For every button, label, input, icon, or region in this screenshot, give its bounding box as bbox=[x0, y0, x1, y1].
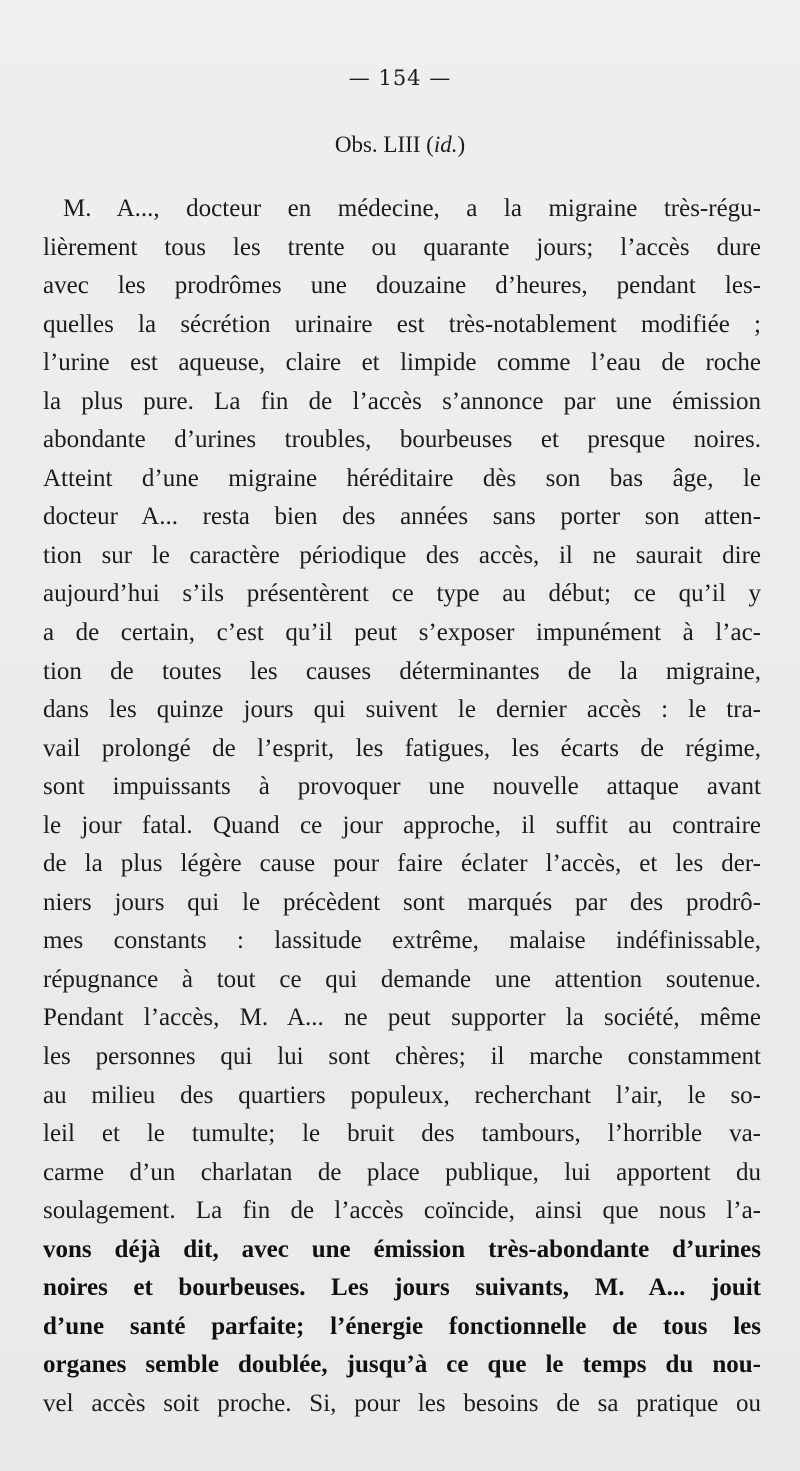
text-line: lièrement tous les trente ou quarante jours; l’accès dure bbox=[43, 233, 761, 261]
text-line: a de certain, c’est qu’il peut s’exposer impunément à l’ac- bbox=[43, 619, 761, 647]
text-line: Atteint d’une migraine héréditaire dès son bas âge, le bbox=[43, 464, 761, 492]
text-line: organes semble doublée, jusqu’à ce que le temps du nou- bbox=[43, 1351, 761, 1379]
text-line: soulagement. La fin de l’accès coïncide, ainsi que nous l’a- bbox=[43, 1197, 761, 1225]
text-line: répugnance à tout ce qui demande une attention soutenue. bbox=[43, 965, 761, 993]
text-line: la plus pure. La fin de l’accès s’annonce par une émission bbox=[43, 387, 761, 415]
text-line: docteur A... resta bien des années sans porter son atten- bbox=[43, 503, 761, 531]
text-line: aujourd’hui s’ils présentèrent ce type au début; ce qu’il y bbox=[43, 580, 761, 608]
text-line: noires et bourbeuses. Les jours suivants, M. A... jouit bbox=[43, 1274, 761, 1302]
text-line: tion de toutes les causes déterminantes de la migraine, bbox=[43, 657, 761, 685]
text-line: M. A..., docteur en médecine, a la migraine très-régu- bbox=[63, 195, 761, 222]
text-line: les personnes qui lui sont chères; il marche constamment bbox=[43, 1043, 761, 1071]
text-line: vel accès soit proche. Si, pour les besoins de sa pratique ou bbox=[43, 1389, 761, 1417]
text-line: l’urine est aqueuse, claire et limpide comme l’eau de roche bbox=[43, 349, 761, 377]
text-line: d’une santé parfaite; l’énergie fonctionnelle de tous les bbox=[43, 1312, 761, 1340]
text-line: vons déjà dit, avec une émission très-abondante d’urines bbox=[43, 1235, 761, 1263]
text-line: dans les quinze jours qui suivent le dernier accès : le tra- bbox=[43, 696, 761, 724]
text-line: au milieu des quartiers populeux, recherchant l’air, le so- bbox=[43, 1081, 761, 1109]
text-line: leil et le tumulte; le bruit des tambours, l’horrible va- bbox=[43, 1120, 761, 1148]
text-line: carme d’un charlatan de place publique, lui apportent du bbox=[43, 1158, 761, 1186]
text-line: sont impuissants à provoquer une nouvelle attaque avant bbox=[43, 773, 761, 801]
text-line: vail prolongé de l’esprit, les fatigues, les écarts de régime, bbox=[43, 734, 761, 762]
observation-title-main: Obs. LIII ( bbox=[334, 132, 434, 157]
text-line: Pendant l’accès, M. A... ne peut supporter la société, même bbox=[43, 1004, 761, 1032]
text-line: mes constants : lassitude extrême, malaise indéfinissable, bbox=[43, 927, 761, 955]
observation-title bbox=[0, 132, 800, 158]
body-text bbox=[43, 190, 761, 1424]
observation-title-close: ) bbox=[457, 132, 466, 157]
text-line: tion sur le caractère périodique des accès, il ne saurait dire bbox=[43, 541, 761, 569]
text-line: avec les prodrômes une douzaine d’heures, pendant les- bbox=[43, 272, 761, 300]
text-line: de la plus légère cause pour faire éclater l’accès, et les der- bbox=[43, 850, 761, 878]
text-line: abondante d’urines troubles, bourbeuses et presque noires. bbox=[43, 426, 761, 454]
text-line: le jour fatal. Quand ce jour approche, il suffit au contraire bbox=[43, 811, 761, 839]
page-number: — 154 — bbox=[348, 66, 452, 90]
text-line: quelles la sécrétion urinaire est très-notablement modifiée ; bbox=[43, 310, 761, 338]
text-line: niers jours qui le précèdent sont marqués par des prodrô- bbox=[43, 888, 761, 916]
observation-title-italic: id. bbox=[433, 132, 458, 157]
